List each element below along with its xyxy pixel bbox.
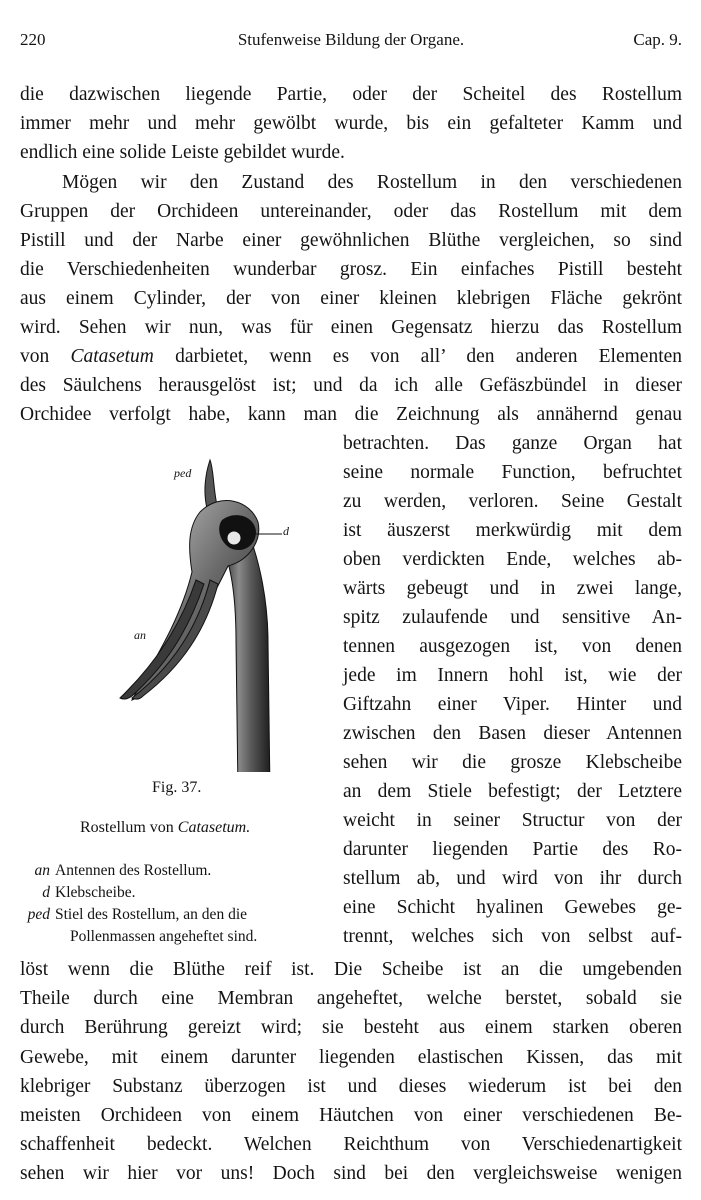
figure-rostellum xyxy=(110,452,310,772)
caption-text: Rostellum von xyxy=(80,819,178,836)
legend-text: Antennen des Rostellum. xyxy=(55,862,212,879)
text-line: des Säulchens herausgelöst ist; und da ich alle Gefäszbündel in dieser xyxy=(20,375,682,396)
legend-item xyxy=(14,906,247,924)
text-line: Orchidee verfolgt habe, kann man die Zeichnung als annähernd genau xyxy=(20,404,682,425)
text-line: zu werden, verloren. Seine Gestalt xyxy=(343,491,682,512)
rostellum-illustration xyxy=(110,452,310,772)
legend-item xyxy=(14,884,135,902)
text-line: schaffenheit bedeckt. Welchen Reichthum von Verschiedenartigkeit xyxy=(20,1134,682,1156)
text-line: oben verdickten Ende, welches ab- xyxy=(343,549,682,570)
figure-label-d: d xyxy=(283,524,289,538)
text-word: von xyxy=(20,346,50,367)
text-line: betrachten. Das ganze Organ hat xyxy=(343,433,682,454)
text-line: spitz zulaufende und sensitive An- xyxy=(343,607,682,628)
text-line: die Verschiedenheiten wunderbar grosz. Ein einfaches Pistill besteht xyxy=(20,259,682,280)
text-line: Giftzahn einer Viper. Hinter und xyxy=(343,694,682,715)
text-line: Mögen wir den Zustand des Rostellum in den verschiedenen xyxy=(62,172,682,193)
text-line: ist äuszerst merkwürdig mit dem xyxy=(343,520,682,541)
text-line: eine Schicht hyalinen Gewebes ge- xyxy=(343,897,682,918)
text-line: durch Berührung gereizt wird; sie besteht aus einem starken oberen xyxy=(20,1017,682,1039)
text-line: aus einem Cylinder, der von einer kleinen klebrigen Fläche gekrönt xyxy=(20,288,682,309)
text-line: jede im Innern hohl ist, wie der xyxy=(343,665,682,686)
text-line: die dazwischen liegende Partie, oder der Scheitel des Rostellum xyxy=(20,84,682,105)
text-line: wird. Sehen wir nun, was für einen Gegensatz hierzu das Rostellum xyxy=(20,317,682,338)
text-line: tennen ausgezogen ist, von denen xyxy=(343,636,682,657)
text-line: sehen wir die grosze Klebscheibe xyxy=(343,752,682,773)
legend-text: Klebscheibe. xyxy=(55,884,136,901)
running-header xyxy=(20,30,682,56)
text-line: wärts gebeugt und in zwei lange, xyxy=(343,578,682,599)
running-title: Stufenweise Bildung der Organe. xyxy=(237,30,465,49)
legend-continuation: Pollenmassen angeheftet sind. xyxy=(70,928,258,945)
text-line: löst wenn die Blüthe reif ist. Die Scheibe ist an die umgebenden xyxy=(20,959,682,980)
chapter-label: Cap. 9. xyxy=(633,30,682,49)
text-line: immer mehr und mehr gewölbt wurde, bis ein gefalteter Kamm und xyxy=(20,113,682,134)
legend-key: d xyxy=(42,884,50,901)
text-line: klebriger Substanz überzogen ist und dieses wiederum ist bei den xyxy=(20,1075,682,1097)
text-line: Gruppen der Orchideen untereinander, oder das Rostellum mit dem xyxy=(20,201,682,222)
text-line: Gewebe, mit einem darunter liegenden elastischen Kissen, das mit xyxy=(20,1046,682,1068)
text-line: meisten Orchideen von einem Häutchen von einer verschiedenen Be- xyxy=(20,1105,682,1126)
genus-name: Catasetum xyxy=(70,346,154,367)
figure-label-an: an xyxy=(134,628,146,642)
text-line xyxy=(20,342,682,371)
text-line: stellum ab, und wird von ihr durch xyxy=(343,868,682,889)
text-line: Pistill und der Narbe einer gewöhnlichen Blüthe vergleichen, so sind xyxy=(20,230,682,251)
text-line: seine normale Function, befruchtet xyxy=(343,462,682,483)
text-fragment: darbietet, wenn es von all’ den anderen Elementen xyxy=(175,346,683,367)
figure-caption xyxy=(80,819,250,837)
legend-item xyxy=(14,862,211,880)
text-line: endlich eine solide Leiste gebildet wurde. xyxy=(20,142,345,163)
legend-key: ped xyxy=(27,906,50,923)
text-line: weicht in seiner Structur von der xyxy=(343,810,682,831)
figure-number: Fig. 37. xyxy=(152,779,202,796)
text-line: sehen wir hier vor uns! Doch sind bei den vergleichsweise wenigen xyxy=(20,1163,682,1185)
page-number: 220 xyxy=(20,30,46,49)
text-line: zwischen den Basen dieser Antennen xyxy=(343,723,682,744)
text-line: darunter liegenden Partie des Ro- xyxy=(343,839,682,860)
text-line: trennt, welches sich von selbst auf- xyxy=(343,926,682,947)
legend-text: Stiel des Rostellum, an den die xyxy=(55,906,248,923)
text-line: an dem Stiele befestigt; der Letztere xyxy=(343,781,682,802)
figure-label-ped: ped xyxy=(174,466,192,480)
legend-key: an xyxy=(34,862,50,879)
caption-genus: Catasetum. xyxy=(177,819,251,836)
text-line: Theile durch eine Membran angeheftet, welche berstet, sobald sie xyxy=(20,988,682,1010)
